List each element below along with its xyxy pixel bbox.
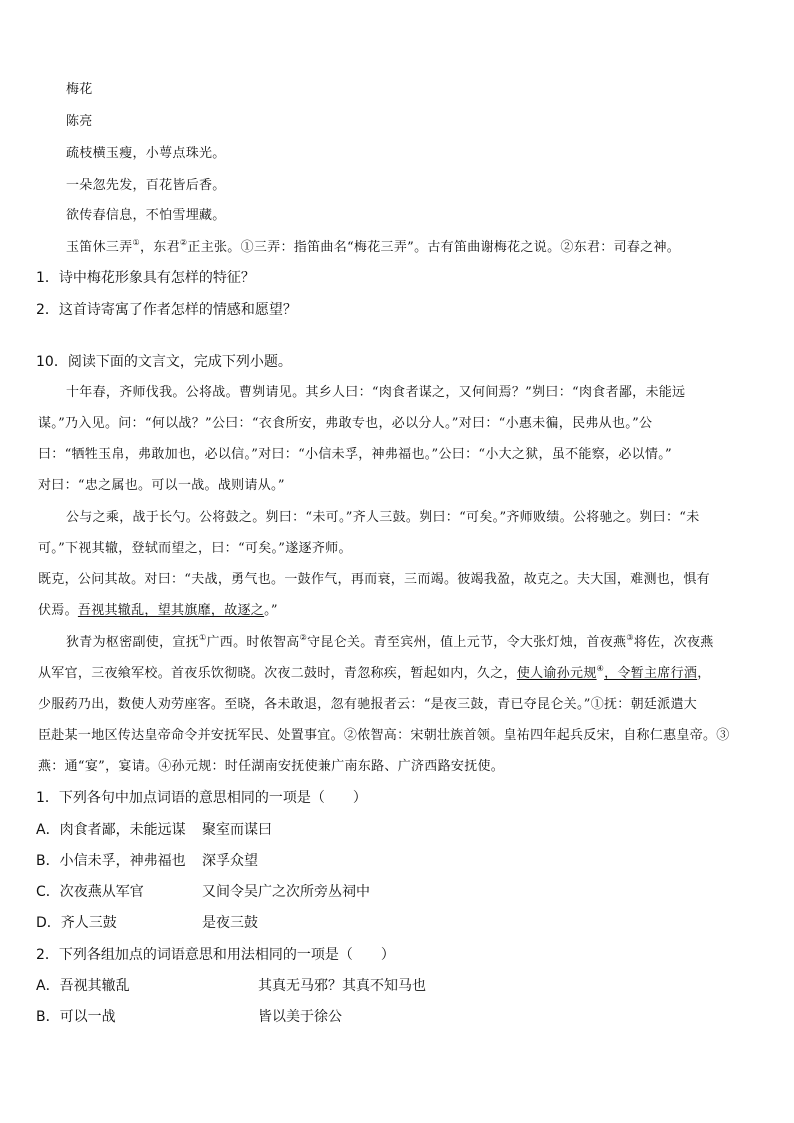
passage-line: 谋。”乃入见。问：“何以战？”公曰：“衣食所安，弗敢专也，必以分人。”对曰：“小惠未徧，民弗从也。”公	[38, 416, 653, 431]
passage-line: 燕：通“宴”，宴请。④孙元规：时任湖南安抚使兼广南东路、广济西路安抚使。	[38, 759, 505, 774]
option-left: D．齐人三鼓	[36, 915, 117, 931]
poem-footnote-text: ，东君	[140, 240, 180, 255]
poem-line: 欲传春信息，不怕雪埋藏。	[66, 208, 226, 223]
section-heading: 10．阅读下面的文言文，完成下列小题。	[36, 354, 292, 370]
passage-line: 十年春，齐师伐我。公将战。曹刿请见。其乡人曰：“肉食者谋之，又何间焉？”刿曰：“肉食者鄙，未能远	[66, 385, 686, 400]
passage-text: 将佐，次夜燕	[633, 635, 714, 650]
passage-text: 。”	[264, 603, 278, 618]
option-right: 其真无马邪？其真不知马也	[258, 978, 426, 994]
underlined-sentence: 吾视其辙乱，望其旗靡，故逐之	[77, 603, 265, 618]
poem-footnote-text: 玉笛休三弄	[66, 240, 133, 255]
poem-question: 2．这首诗寄寓了作者怎样的情感和愿望？	[36, 302, 297, 318]
poem-footnote-text: 正主张。①三弄：指笛曲名“梅花三弄”。古有笛曲谢梅花之说。②东君：司春之神。	[187, 240, 681, 255]
passage-text: ，	[697, 666, 711, 681]
passage-line	[66, 633, 714, 653]
passage-line: 公与之乘，战于长勺。公将鼓之。刿曰：“未可。”齐人三鼓。刿曰：“可矣。”齐师败绩。公将驰之。刿曰：“未	[66, 510, 700, 525]
passage-line: 对曰：“忠之属也。可以一战。战则请从。”	[38, 478, 285, 493]
option-left: B．可以一战	[36, 1009, 116, 1025]
passage-line: 臣赴某一地区传达皇帝命令并安抚军民、处置事宜。②侬智高：宋朝壮族首领。皇祐四年起兵反宋，自称仁惠皇帝。③	[38, 728, 730, 743]
poem-author: 陈亮	[66, 114, 93, 129]
footnote-marker: ③	[626, 633, 634, 642]
option-right: 深孚众望	[202, 853, 258, 869]
passage-text: 伏焉。	[38, 603, 78, 618]
question-stem: 2．下列各组加点的词语意思和用法相同的一项是（ ）	[36, 947, 395, 963]
footnote-marker: ①	[199, 633, 207, 642]
passage-line	[38, 601, 278, 621]
footnote-marker: ②	[299, 633, 308, 642]
poem-question: 1．诗中梅花形象具有怎样的特征？	[36, 270, 255, 286]
poem-line: 疏枝横玉瘦，小萼点珠光。	[66, 146, 226, 161]
option-right: 聚室而谋曰	[202, 822, 272, 838]
passage-line	[38, 664, 711, 684]
underlined-sentence: 使人谕孙元规	[516, 666, 597, 681]
footnote-marker: ①	[132, 238, 140, 247]
passage-line: 少服药乃出，数使人劝劳座客。至晓，各未敢退，忽有驰报者云：“是夜三鼓，青已夺昆仑关。”①抚：朝廷派遣大	[38, 697, 698, 712]
option-left: A．肉食者鄙，未能远谋	[36, 822, 186, 838]
question-stem: 1．下列各句中加点词语的意思相同的一项是（ ）	[36, 790, 367, 806]
poem-line: 一朵忽先发，百花皆后香。	[66, 178, 226, 193]
footnote-marker: ②	[179, 238, 188, 247]
passage-text: 狄青为枢密副使，宣抚	[66, 635, 200, 650]
passage-text: 广西。时侬智高	[206, 635, 300, 650]
passage-text: 守昆仑关。青至宾州，值上元节，令大张灯烛，首夜燕	[307, 635, 627, 650]
option-left: C．次夜燕从军官	[36, 884, 144, 900]
passage-line: 既克，公问其故。对曰：“夫战，勇气也。一鼓作气，再而衰，三而竭。彼竭我盈，故克之。夫大国，难测也，惧有	[38, 572, 710, 587]
poem-footnote	[66, 238, 680, 258]
passage-line: 可。”下视其辙，登轼而望之，曰：“可矣。”遂逐齐师。	[38, 541, 352, 556]
footnote-marker: ④	[596, 664, 605, 673]
passage-text: 从军官，三夜飨军校。首夜乐饮彻晓。次夜二鼓时，青忽称疾，暂起如内，久之，	[38, 666, 517, 681]
passage-line: 曰：“牺牲玉帛，弗敢加也，必以信。”对曰：“小信未孚，神弗福也。”公曰：“小大之狱，虽不能察，必以情。”	[38, 447, 672, 462]
option-right: 又间令吴广之次所旁丛祠中	[202, 884, 370, 900]
underlined-sentence: ，令暂主席行酒	[604, 666, 698, 681]
option-right: 皆以美于徐公	[258, 1009, 342, 1025]
option-left: B．小信未孚，神弗福也	[36, 853, 186, 869]
poem-title: 梅花	[66, 82, 93, 97]
option-left: A．吾视其辙乱	[36, 978, 130, 994]
option-right: 是夜三鼓	[202, 915, 258, 931]
